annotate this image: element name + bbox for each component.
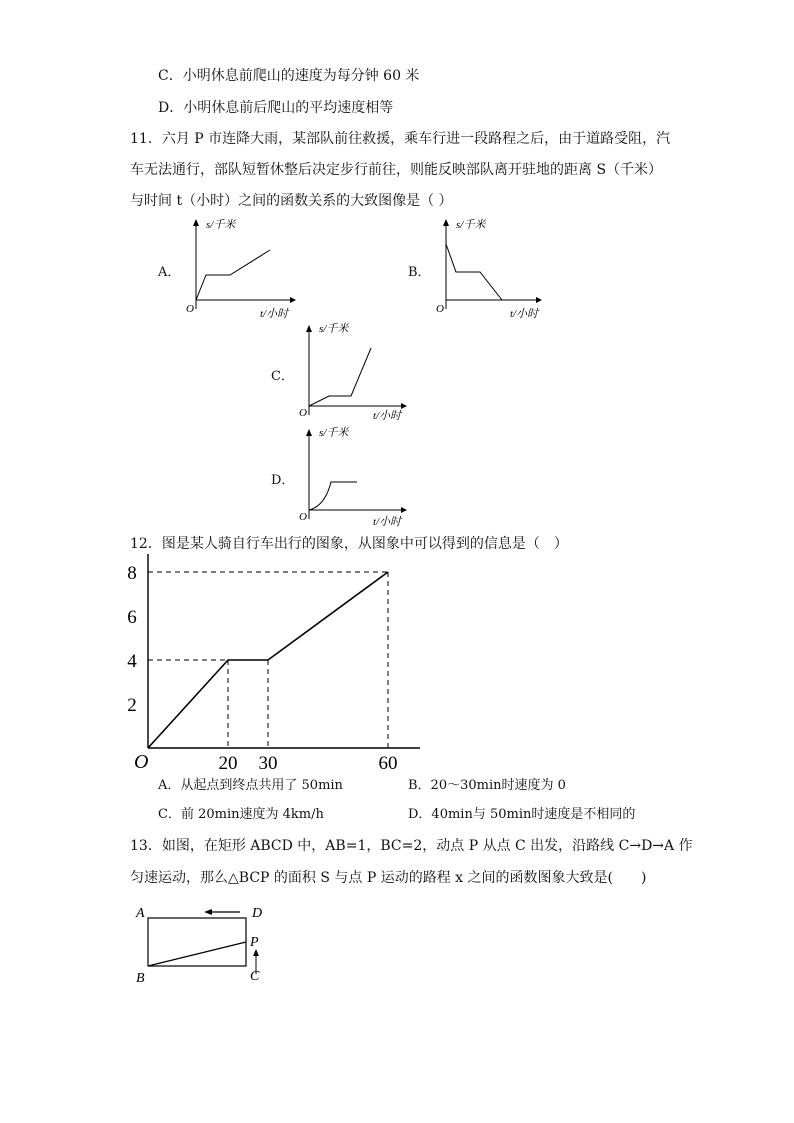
svg-text:D: D — [252, 906, 263, 921]
q12-ytick-label: 4 — [127, 651, 137, 672]
q11-c-origin: O — [299, 407, 307, 419]
q11-b-ylabel: s/千米 — [456, 219, 486, 231]
q12-ytick-label: 2 — [127, 695, 137, 716]
q11-option-a-label: A． — [158, 265, 181, 280]
q11-c-xlabel: t/小时 — [373, 410, 402, 422]
svg-text:C: C — [250, 969, 260, 984]
arrow-up-icon — [253, 949, 259, 956]
q12-option-a: A．从起点到终点共用了 50min — [158, 778, 343, 793]
q11-stem-line1: 11．六月 P 市连降大雨，某部队前往救援，乘车行进一段路程之后，由于道路受阻，汽 — [130, 131, 671, 147]
q11-a-xlabel: t/小时 — [260, 308, 289, 320]
q11-d-xlabel: t/小时 — [373, 516, 402, 528]
q12-ytick-label: 8 — [127, 563, 137, 584]
q11-b-origin: O — [436, 303, 444, 315]
svg-text:P: P — [250, 935, 259, 950]
q12-option-b: B．20～30min时速度为 0 — [408, 778, 566, 793]
q12-ytick-label: 6 — [127, 607, 137, 628]
q13-stem-line1: 13．如图，在矩形 ABCD 中，AB=1，BC=2，动点 P 从点 C 出发，沿路线 C→D→A 作 — [130, 838, 693, 854]
q11-graph-b — [430, 214, 550, 324]
svg-text:B: B — [136, 971, 145, 986]
arrow-left-icon — [204, 909, 212, 915]
q12-stem: 12．图是某人骑自行车出行的图象，从图象中可以得到的信息是（ ） — [130, 536, 568, 552]
q11-option-d-label: D． — [271, 473, 295, 488]
q12-option-c: C．前 20min速度为 4km/h — [158, 807, 324, 822]
q12-xtick-label: 30 — [258, 753, 278, 774]
q11-graph-a — [180, 214, 300, 324]
q11-a-ylabel: s/千米 — [206, 219, 236, 231]
q11-option-c-label: C． — [271, 369, 294, 384]
q11-c-ylabel: s/千米 — [319, 323, 349, 335]
q11-stem-line2: 车无法通行，部队短暂休整后决定步行前往，则能反映部队离开驻地的距离 S（千米） — [130, 162, 663, 178]
q11-graph-d — [295, 422, 415, 532]
q12-option-d: D．40min与 50min时速度是不相同的 — [408, 807, 636, 822]
q13-stem-line2: 匀速运动，那么△BCP 的面积 S 与点 P 运动的路程 x 之间的函数图象大致是( ) — [130, 870, 647, 886]
q11-b-xlabel: t/小时 — [510, 308, 539, 320]
q12-xtick-label: 60 — [378, 753, 398, 774]
svg-text:A: A — [136, 906, 145, 921]
q13-rectangle-diagram — [130, 898, 280, 993]
q11-stem-line3: 与时间 t（小时）之间的函数关系的大致图像是（ ） — [130, 193, 453, 209]
q12-origin: O — [134, 751, 149, 773]
q10-option-d: D．小明休息前后爬山的平均速度相等 — [158, 100, 394, 116]
q10-option-c: C．小明休息前爬山的速度为每分钟 60 米 — [158, 68, 420, 84]
q11-graph-c — [295, 318, 415, 428]
q12-xtick-label: 20 — [218, 753, 238, 774]
q12-chart — [120, 554, 420, 774]
q11-d-origin: O — [299, 511, 307, 523]
q12-axes — [144, 554, 420, 752]
q11-a-origin: O — [186, 303, 194, 315]
q11-d-ylabel: s/千米 — [319, 427, 349, 439]
q11-option-b-label: B． — [408, 265, 431, 280]
